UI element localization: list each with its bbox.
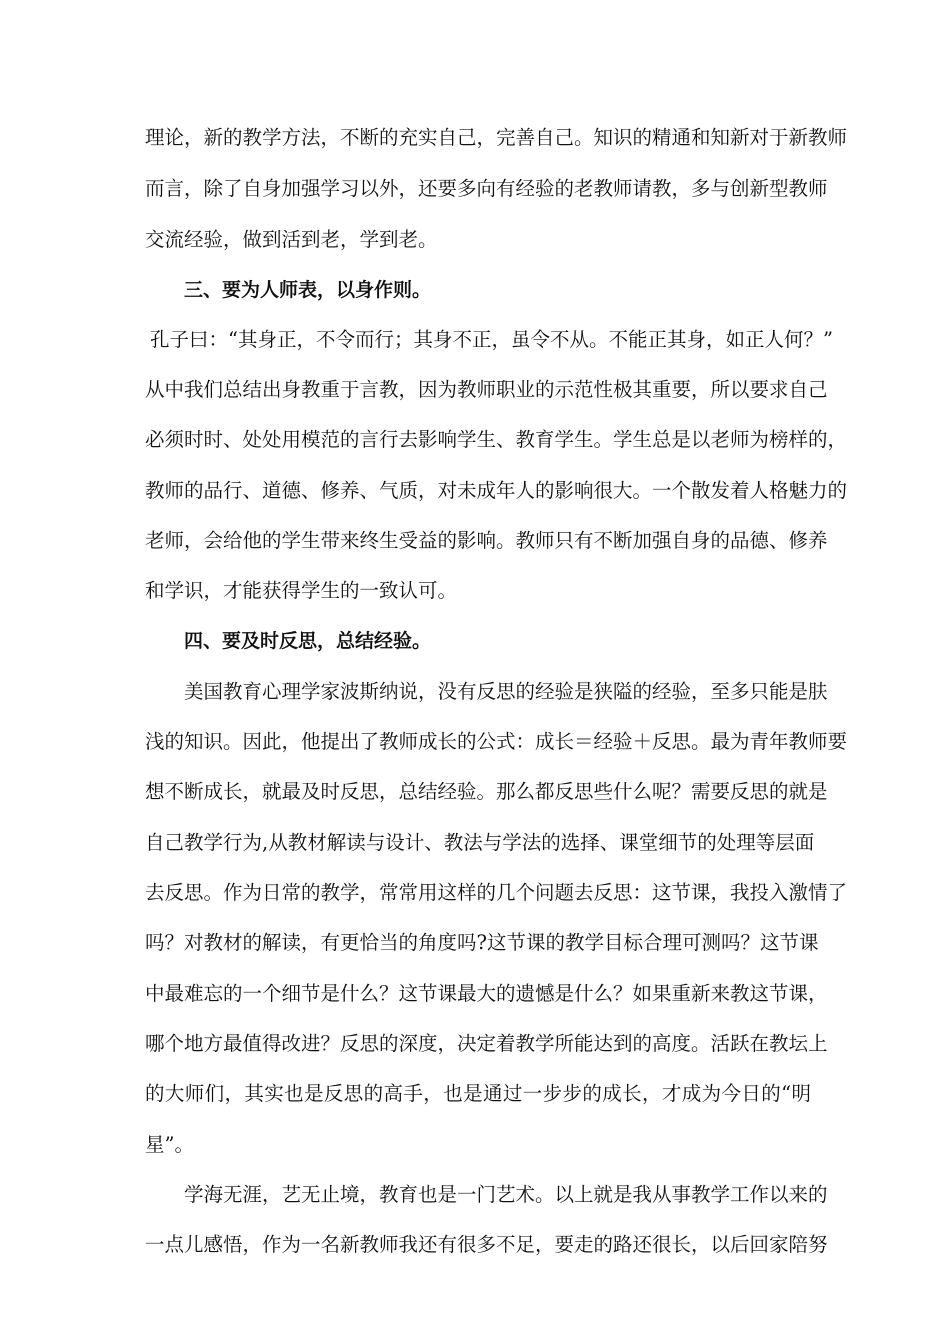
paragraph-line: 老师，会给他的学生带来终生受益的影响。教师只有不断加强自身的品德、修养 bbox=[145, 529, 828, 552]
section-heading: 四、要及时反思，总结经验。 bbox=[184, 630, 432, 652]
paragraph-line: 理论，新的教学方法，不断的充实自己，完善自己。知识的精通和知新对于新教师 bbox=[145, 126, 848, 149]
paragraph-line: 教师的品行、道德、修养、气质，对未成年人的影响很大。一个散发着人格魅力的 bbox=[145, 479, 848, 502]
paragraph-line: 从中我们总结出身教重于言教，因为教师职业的示范性极其重要，所以要求自己 bbox=[145, 378, 828, 401]
paragraph-line: 美国教育心理学家波斯纳说，没有反思的经验是狭隘的经验，至多只能是肤 bbox=[184, 680, 828, 703]
paragraph-line: 的大师们，其实也是反思的高手，也是通过一步步的成长，才成为今日的“明 bbox=[145, 1082, 811, 1105]
paragraph-line: 哪个地方最值得改进？反思的深度，决定着教学所能达到的高度。活跃在教坛上 bbox=[145, 1032, 828, 1055]
paragraph-line: 想不断成长，就最及时反思，总结经验。那么都反思些什么呢？需要反思的就是 bbox=[145, 780, 828, 803]
paragraph-line: 一点儿感悟，作为一名新教师我还有很多不足，要走的路还很长，以后回家陪努 bbox=[145, 1233, 828, 1256]
paragraph-line: 星”。 bbox=[145, 1133, 194, 1156]
paragraph-line: 交流经验，做到活到老，学到老。 bbox=[145, 228, 438, 251]
paragraph-line: 学海无涯，艺无止境，教育也是一门艺术。以上就是我从事教学工作以来的 bbox=[184, 1183, 828, 1206]
paragraph-line: 吗？对教材的解读，有更恰当的角度吗?这节课的教学目标合理可测吗？这节课 bbox=[145, 931, 819, 954]
paragraph-line: 去反思。作为日常的教学，常常用这样的几个问题去反思：这节课，我投入激情了 bbox=[145, 881, 848, 904]
paragraph-line: 中最难忘的一个细节是什么？这节课最大的遗憾是什么？如果重新来教这节课， bbox=[145, 982, 828, 1005]
paragraph-line: 和学识，才能获得学生的一致认可。 bbox=[145, 579, 458, 602]
paragraph-line: 浅的知识。因此，他提出了教师成长的公式：成长＝经验＋反思。最为青年教师要 bbox=[145, 730, 848, 753]
paragraph-line: 孔子曰：“其身正，不令而行；其身不正，虽令不从。不能正其身，如正人何？” bbox=[150, 328, 833, 351]
section-heading: 三、要为人师表，以身作则。 bbox=[184, 279, 432, 301]
paragraph-line: 自己教学行为,从教材解读与设计、教法与学法的选择、课堂细节的处理等层面 bbox=[145, 831, 815, 854]
paragraph-line: 而言，除了自身加强学习以外，还要多向有经验的老教师请教，多与创新型教师 bbox=[145, 177, 828, 200]
paragraph-line: 必须时时、处处用模范的言行去影响学生、教育学生。学生总是以老师为榜样的， bbox=[145, 428, 848, 451]
